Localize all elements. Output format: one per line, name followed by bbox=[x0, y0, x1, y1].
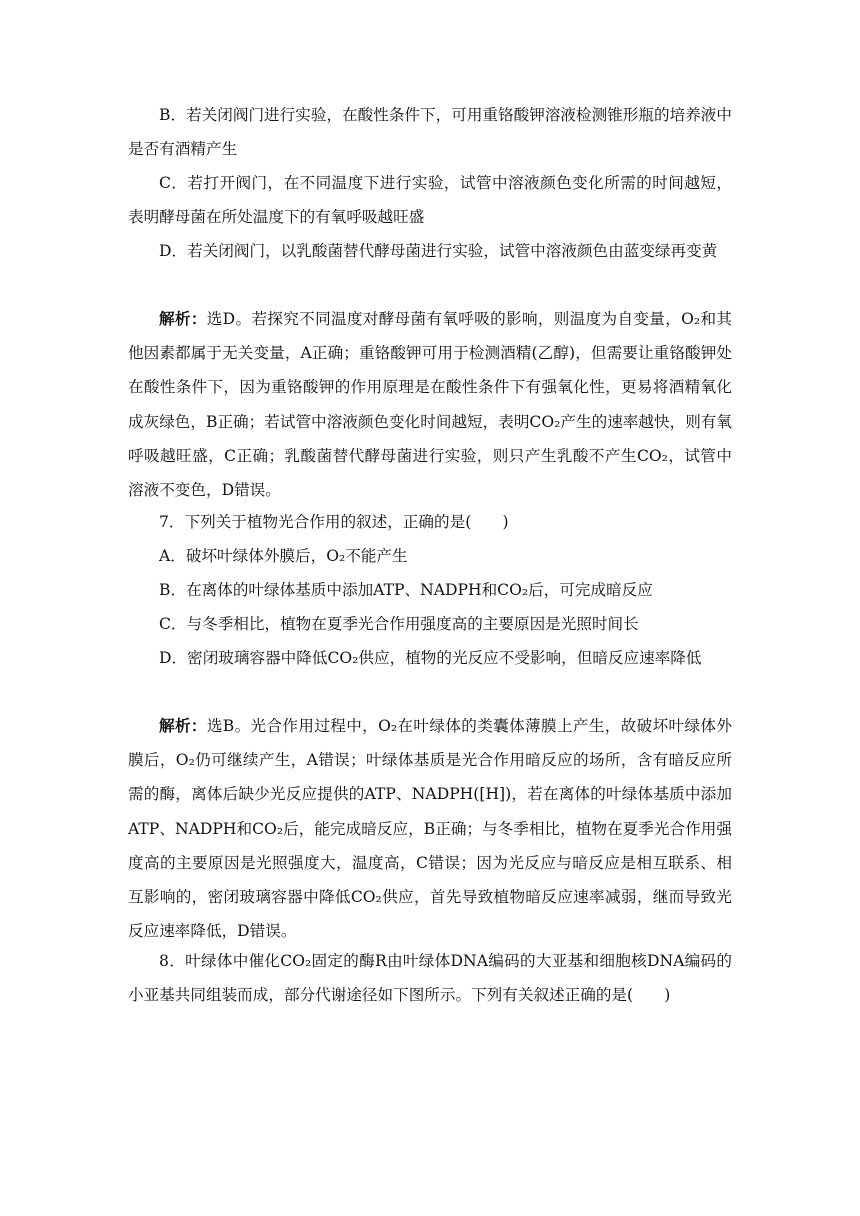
option-7c: C．与冬季相比，植物在夏季光合作用强度高的主要原因是光照时间长 bbox=[159, 615, 639, 633]
analysis-7: 解析：选B。光合作用过程中，O₂在叶绿体的类囊体薄膜上产生，故破坏叶绿体外膜后，O₂仍可继续产生，A错误；叶绿体基质是光合作用暗反应的场所，含有暗反应所需的酶，离体后缺少光反应提供的ATP、NADPH([H])，若在离体的叶绿体基质中添加ATP、NADPH和CO₂后，能完成暗反应，B正确；与冬季相比，植物在夏季光合作用强度高的主要原因是光照强度大，温度高，C错误；因为光反应与暗反应是相互联系、相互影响的，密闭玻璃容器中降低CO₂供应，首先导致植物暗反应速率减弱，继而导致光反应速率降低，D错误。 bbox=[128, 716, 732, 941]
analysis-label: 解析： bbox=[159, 716, 207, 735]
analysis-6: 解析：选D。若探究不同温度对酵母菌有氧呼吸的影响，则温度为自变量，O₂和其他因素都属于无关变量，A正确；重铬酸钾可用于检测酒精(乙醇)，但需要让重铬酸钾处在酸性条件下，因为重铬酸钾的作用原理是在酸性条件下有强氧化性，更易将酒精氧化成灰绿色，B正确；若试管中溶液颜色变化时间越短，表明CO₂产生的速率越快，则有氧呼吸越旺盛，C正确；乳酸菌替代酵母菌进行实验，则只产生乳酸不产生CO₂，试管中溶液不变色，D错误。 bbox=[128, 309, 732, 500]
option-7d: D．密闭玻璃容器中降低CO₂供应，植物的光反应不受影响，但暗反应速率降低 bbox=[159, 649, 702, 667]
option-6c: C．若打开阀门，在不同温度下进行实验，试管中溶液颜色变化所需的时间越短，表明酵母菌在所处温度下的有氧呼吸越旺盛 bbox=[128, 174, 732, 227]
analysis-label: 解析： bbox=[159, 309, 207, 328]
option-7b: B．在离体的叶绿体基质中添加ATP、NADPH和CO₂后，可完成暗反应 bbox=[159, 581, 653, 599]
question-8: 8．叶绿体中催化CO₂固定的酶R由叶绿体DNA编码的大亚基和细胞核DNA编码的小亚基共同组装而成，部分代谢途径如下图所示。下列有关叙述正确的是( ) bbox=[128, 952, 732, 1005]
option-6b: B．若关闭阀门进行实验，在酸性条件下，可用重铬酸钾溶液检测锥形瓶的培养液中是否有酒精产生 bbox=[128, 106, 732, 159]
question-7: 7．下列关于植物光合作用的叙述，正确的是( ) bbox=[159, 513, 509, 531]
option-7a: A．破坏叶绿体外膜后，O₂不能产生 bbox=[159, 547, 408, 565]
option-6d: D．若关闭阀门，以乳酸菌替代酵母菌进行实验，试管中溶液颜色由蓝变绿再变黄 bbox=[159, 242, 718, 260]
